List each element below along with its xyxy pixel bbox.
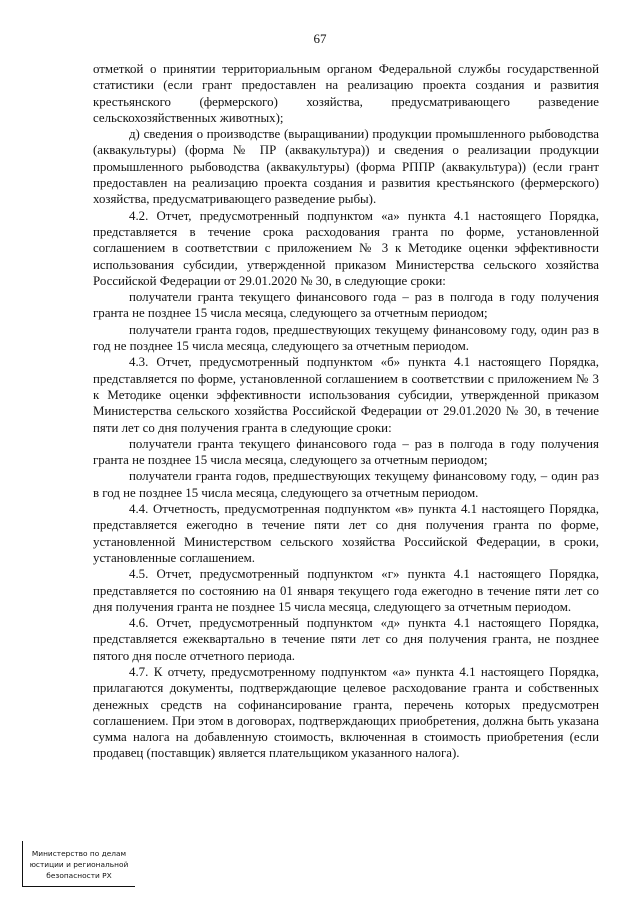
ministry-stamp xyxy=(22,841,135,887)
paragraph-4-3-previous-years: получатели гранта годов, предшествующих текущему финансовому году, – один раз в год не позднее 15 числа месяца, следующего за отчетным периодом. xyxy=(93,469,599,500)
stamp-line: Министерство по делам xyxy=(31,849,127,858)
paragraph-4-2-current-year: получатели гранта текущего финансового года – раз в полгода в году получения гранта не позднее 15 числа месяца, следующего за отчетным периодом; xyxy=(93,290,599,321)
paragraph-4-4: 4.4. Отчетность, предусмотренная подпунктом «в» пункта 4.1 настоящего Порядка, представляется ежегодно в течение пяти лет со дня получения гранта по форме, установленной Министерством сельского хозяйства Российской Федерации, в сроки, установленные соглашением. xyxy=(93,502,599,565)
paragraph-4-5: 4.5. Отчет, предусмотренный подпунктом «г» пункта 4.1 настоящего Порядка, представляется по состоянию на 01 января текущего года ежегодно в течение пяти лет со дня получения гранта не позднее 15 числа месяца, следующего за отчетным периодом. xyxy=(93,567,599,614)
paragraph-continuation: отметкой о принятии территориальным органом Федеральной службы государственной статистики (если грант предоставлен на реализацию проекта создания и развития крестьянского (фермерского) хозяйства, предусматривающего разведение сельскохозяйственных животных); xyxy=(93,62,599,125)
paragraph-4-7: 4.7. К отчету, предусмотренному подпунктом «а» пункта 4.1 настоящего Порядка, прилагаются документы, подтверждающие целевое расходование гранта и собственных денежных средств на софинансирование гранта, перечень которых предусмотрен соглашением. При этом в договорах, подтверждающих приобретения, должна быть указана сумма налога на добавленную стоимость, включенная в стоимость приобретения (если продавец (поставщик) является плательщиком указанного налога). xyxy=(93,664,599,761)
paragraph-4-2: 4.2. Отчет, предусмотренный подпунктом «а» пункта 4.1 настоящего Порядка, представляется в течение срока расходования гранта по форме, установленной соглашением в соответствии с приложением № 3 к Методике оценки эффективности использования субсидии, утвержденной приказом Министерства сельского хозяйства Российской Федерации от 29.01.2020 № 30, в следующие сроки: xyxy=(93,208,599,288)
paragraph-4-2-previous-years: получатели гранта годов, предшествующих текущему финансовому году, один раз в год не позднее 15 числа месяца, следующего за отчетным периодом. xyxy=(93,322,599,354)
document-body xyxy=(93,61,599,762)
stamp-line: безопасности РХ xyxy=(46,870,112,880)
paragraph-4-6: 4.6. Отчет, предусмотренный подпунктом «д» пункта 4.1 настоящего Порядка, представляется ежеквартально в течение пяти лет со дня получения гранта, не позднее пятого дня после отчетного периода. xyxy=(93,616,599,663)
paragraph-item-d: д) сведения о производстве (выращивании) продукции промышленного рыбоводства (аквакультуры) (форма № ПР (аквакультура)) и сведения о реализации продукции промышленного рыбоводства (аквакультуры) (форма РППР (аквакультура)) (если грант предоставлен на реализацию проекта создания и развития крестьянского (фермерского) хозяйства, предусматривающего разведение рыбы). xyxy=(93,127,599,207)
paragraph-4-3: 4.3. Отчет, предусмотренный подпунктом «б» пункта 4.1 настоящего Порядка, представляется по форме, установленной соглашением в соответствии с приложением № 3 к Методике оценки эффективности использования субсидии, утвержденной приказом Министерства сельского хозяйства Российской Федерации от 29.01.2020 № 30, в течение пяти лет со дня получения гранта в следующие сроки: xyxy=(93,355,599,435)
stamp-line: юстиции и региональной xyxy=(29,859,129,869)
page-number: 67 xyxy=(313,31,327,46)
paragraph-4-3-current-year: получатели гранта текущего финансового года – раз в полгода в году получения гранта не позднее 15 числа месяца, следующего за отчетным периодом; xyxy=(93,436,599,468)
